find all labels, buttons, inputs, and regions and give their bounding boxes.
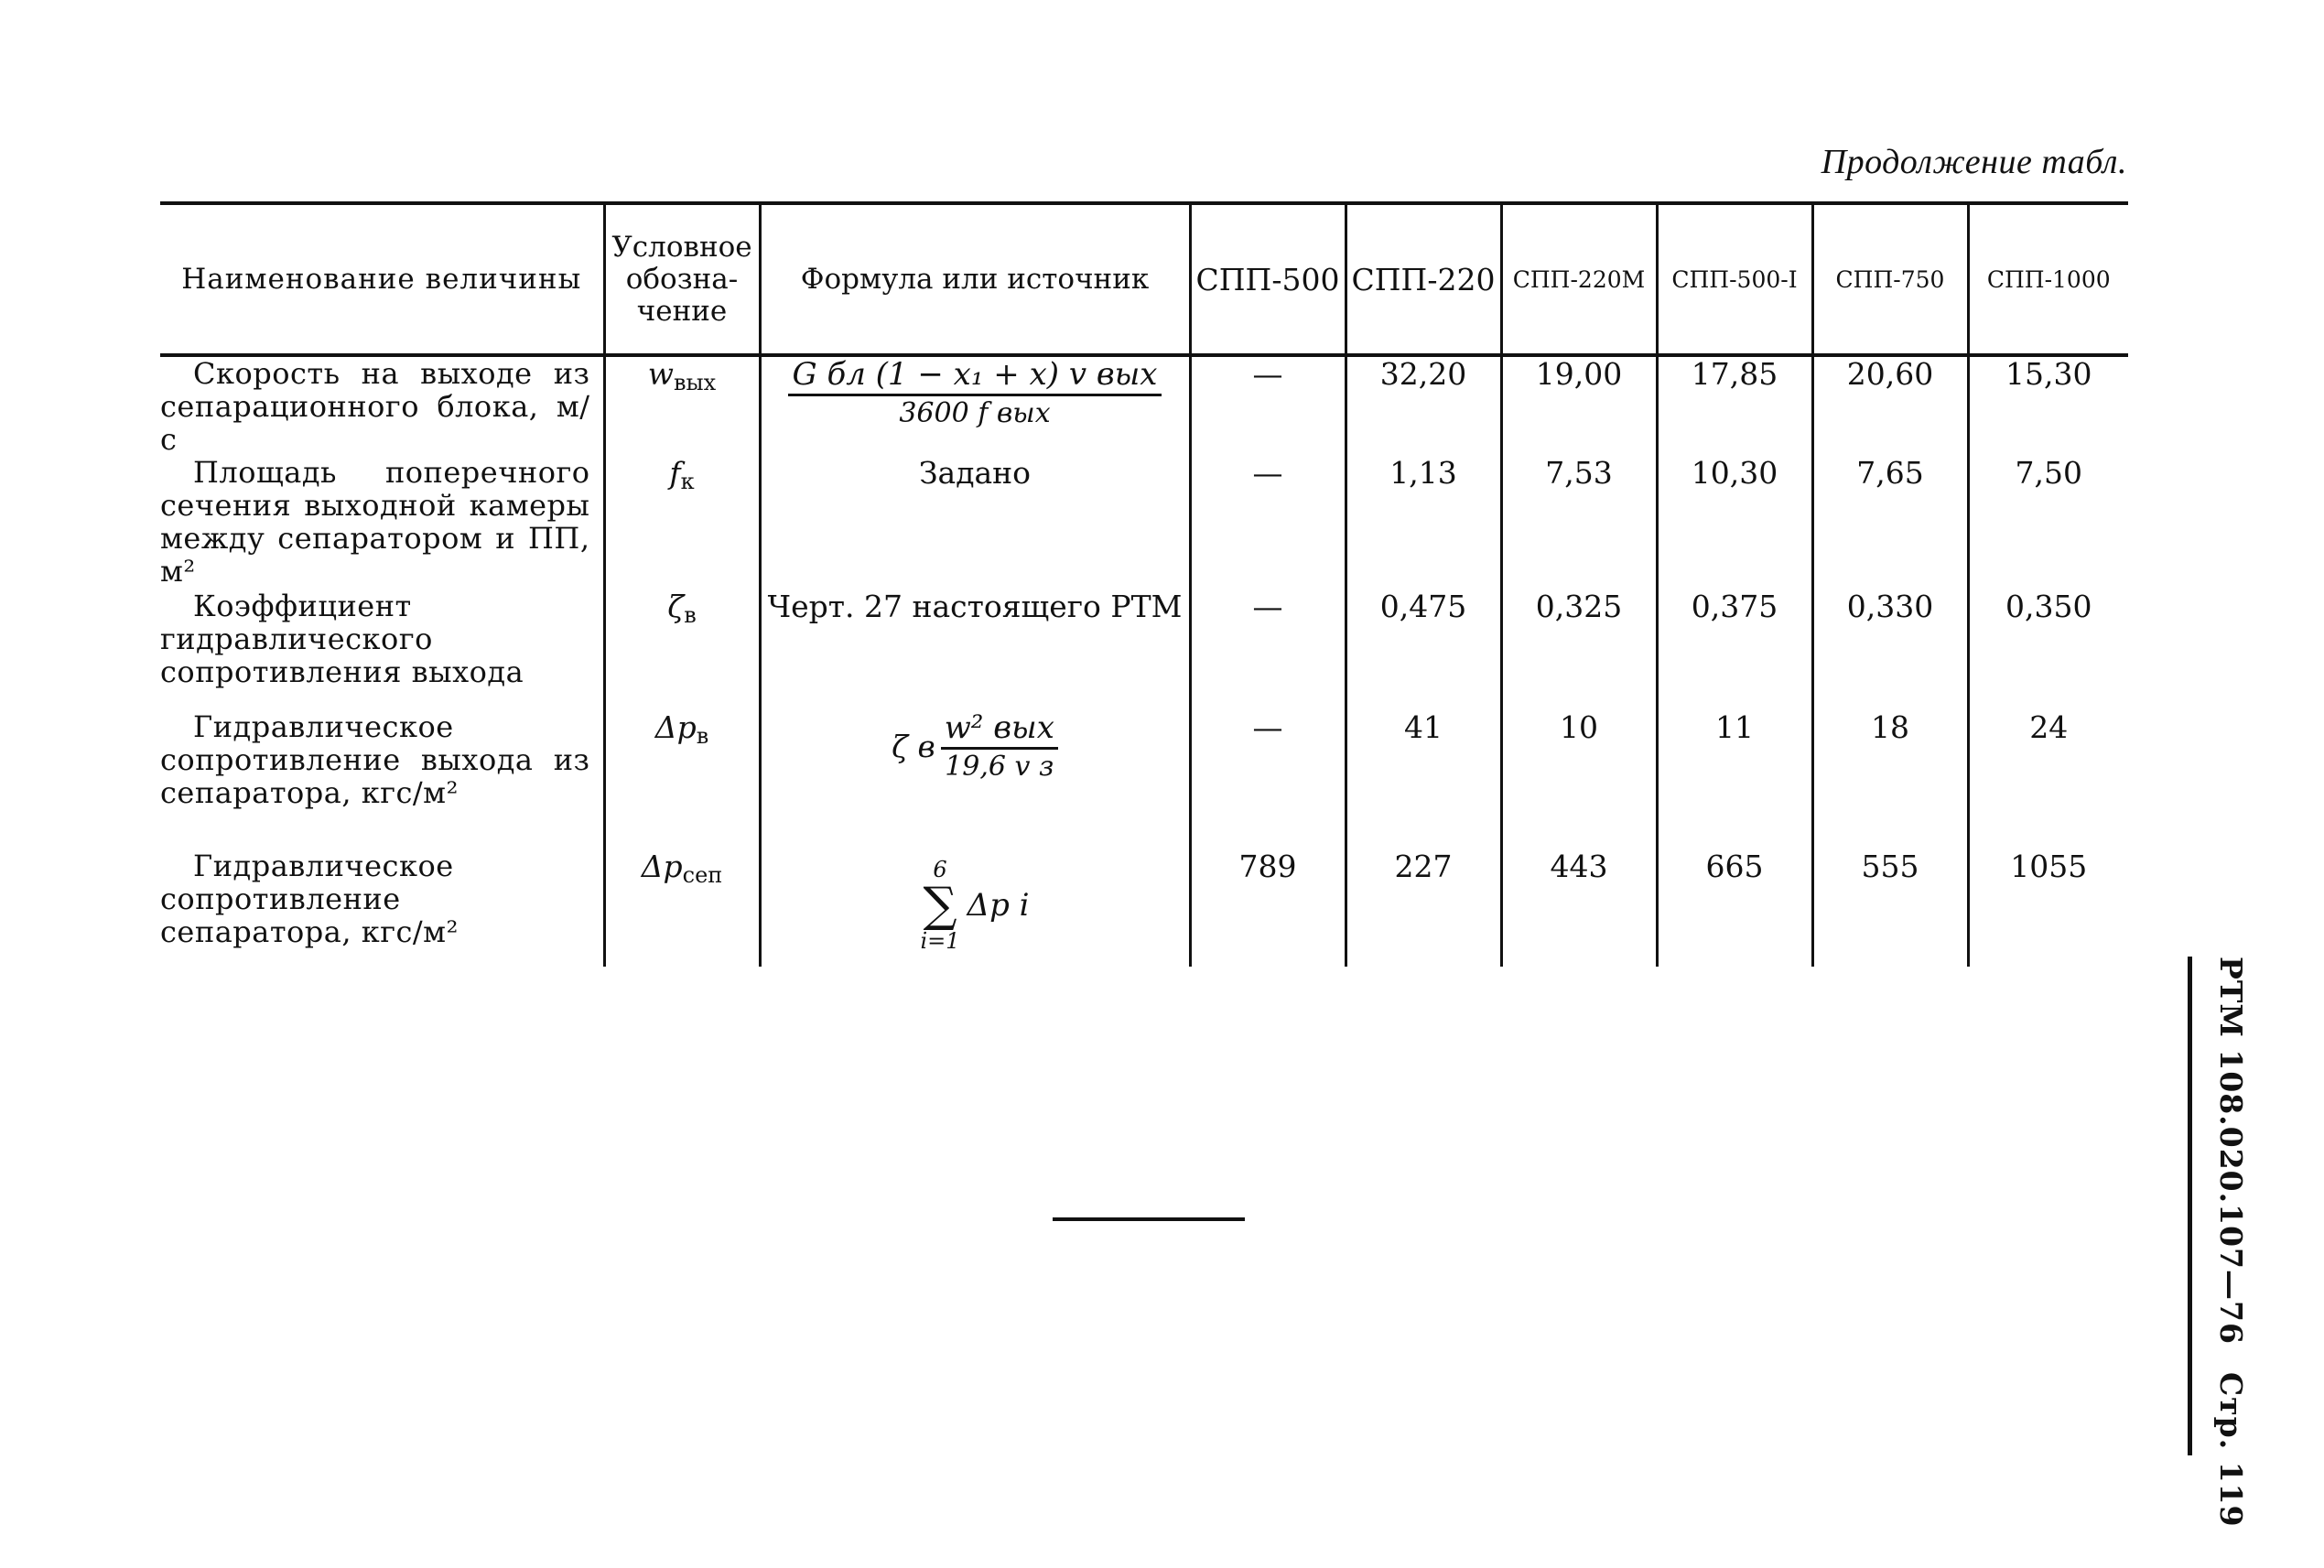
value-spp-1000: 0,350 — [1968, 589, 2128, 710]
row-symbol: $w_{вых}$ — [604, 355, 760, 456]
table-row — [160, 355, 2128, 456]
row-name: Скорость на выходе из сепарационного блока, м/с — [160, 356, 590, 457]
value-spp-220: 1,13 — [1346, 456, 1501, 589]
value-spp-1000: 15,30 — [1968, 355, 2128, 456]
value-spp-220m: 19,00 — [1501, 355, 1657, 456]
row-name: Гидравлическое сопротивление сепаратора, кгс/м² — [160, 849, 459, 949]
header-name: Наименование величины — [160, 203, 604, 355]
row-formula — [760, 355, 1190, 456]
value-spp-750: 0,330 — [1812, 589, 1968, 710]
value-spp-750: 20,60 — [1812, 355, 1968, 456]
row-symbol: $\Delta p_в$ — [604, 710, 760, 849]
value-spp-220m: 7,53 — [1501, 456, 1657, 589]
row-symbol: $f_к$ — [604, 456, 760, 589]
value-spp-750: 7,65 — [1812, 456, 1968, 589]
table-continuation-label: Продолжение табл. — [1821, 143, 2127, 181]
end-of-table-rule — [1053, 1217, 1245, 1221]
value-spp-750: 555 — [1812, 849, 1968, 967]
table-row — [160, 849, 2128, 967]
value-spp-500-1: 0,375 — [1657, 589, 1812, 710]
header-spp-220m: СПП-220М — [1501, 203, 1657, 355]
row-formula — [760, 849, 1190, 967]
row-symbol: $\zeta_в$ — [604, 589, 760, 710]
table-row — [160, 456, 2128, 589]
page-side-label — [2188, 957, 2256, 1528]
value-spp-220m: 10 — [1501, 710, 1657, 849]
value-spp-500-1: 10,30 — [1657, 456, 1812, 589]
parameters-table — [160, 201, 2128, 967]
value-spp-500: — — [1190, 456, 1346, 589]
row-name: Коэффициент гидравлического сопротивления выхода — [160, 589, 524, 689]
value-spp-220: 227 — [1346, 849, 1501, 967]
table-row — [160, 710, 2128, 849]
header-spp-1000: СПП-1000 — [1968, 203, 2128, 355]
value-spp-500-1: 665 — [1657, 849, 1812, 967]
row-name: Площадь поперечного сечения выходной камеры между сепаратором и ПП, м² — [160, 455, 590, 589]
value-spp-220: 0,475 — [1346, 589, 1501, 710]
value-spp-220: 32,20 — [1346, 355, 1501, 456]
value-spp-500: — — [1190, 710, 1346, 849]
page-number: Стр. 119 — [2213, 1371, 2249, 1528]
value-spp-220: 41 — [1346, 710, 1501, 849]
header-formula: Формула или источник — [760, 203, 1190, 355]
row-formula: Черт. 27 настоящего РТМ — [760, 589, 1190, 710]
value-spp-500-1: 11 — [1657, 710, 1812, 849]
summation-formula: 6 ∑ i=1 Δp i — [920, 857, 1030, 954]
header-spp-500-1: СПП-500-I — [1657, 203, 1812, 355]
exit-resistance-formula: ζ в $\frac{\text{w² вых}}{\text{19,6 v з}}$ — [892, 710, 1058, 783]
row-formula: Задано — [760, 456, 1190, 589]
value-spp-1000: 1055 — [1968, 849, 2128, 967]
row-name: Гидравлическое сопротивление выхода из сепаратора, кгс/м² — [160, 709, 590, 810]
value-spp-750: 18 — [1812, 710, 1968, 849]
row-symbol: $\Delta p_{сеп}$ — [604, 849, 760, 967]
velocity-formula: $\frac{\text{G бл (1 − x₁ + x) v вых}}{\text{3600 f вых}}$ — [788, 357, 1161, 429]
document-number: РТМ 108.020.107—76 — [2213, 957, 2249, 1345]
value-spp-500: 789 — [1190, 849, 1346, 967]
header-spp-750: СПП-750 — [1812, 203, 1968, 355]
value-spp-500: — — [1190, 355, 1346, 456]
value-spp-500-1: 17,85 — [1657, 355, 1812, 456]
sigma-symbol: ∑ — [923, 878, 957, 933]
header-spp-220: СПП-220 — [1346, 203, 1501, 355]
value-spp-500: — — [1190, 589, 1346, 710]
value-spp-220m: 0,325 — [1501, 589, 1657, 710]
table-row — [160, 589, 2128, 710]
row-formula — [760, 710, 1190, 849]
value-spp-220m: 443 — [1501, 849, 1657, 967]
header-symbol: Условное обозна-чение — [604, 203, 760, 355]
value-spp-1000: 24 — [1968, 710, 2128, 849]
value-spp-1000: 7,50 — [1968, 456, 2128, 589]
header-spp-500: СПП-500 — [1190, 203, 1346, 355]
table-header-row — [160, 203, 2128, 355]
